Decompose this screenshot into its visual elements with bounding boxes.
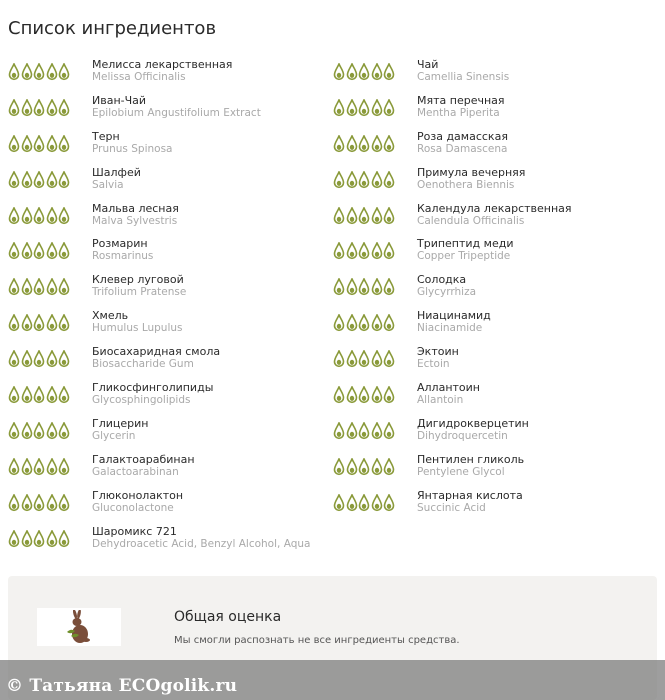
drop-icon — [58, 242, 70, 260]
ingredient-name: Календула лекарственная — [417, 201, 572, 215]
ingredient-item[interactable] — [8, 379, 328, 415]
ingredient-name: Шаромикс 721 — [92, 524, 177, 538]
ingredient-rating — [333, 350, 396, 368]
ingredient-name: Хмель — [92, 309, 129, 323]
ingredient-latin-name: Rosa Damascena — [417, 142, 508, 155]
ingredients-column-left — [8, 56, 328, 558]
drop-icon — [58, 314, 70, 332]
drop-icon — [383, 171, 395, 189]
ingredient-item[interactable] — [8, 343, 328, 379]
ingredient-names — [92, 202, 179, 228]
ingredient-latin-name: Ectoin — [417, 358, 450, 371]
drop-icon — [33, 494, 45, 512]
drop-icon — [346, 314, 358, 332]
drop-icon — [33, 422, 45, 440]
ingredient-name: Трипептид меди — [417, 237, 514, 251]
drop-icon — [33, 386, 45, 404]
drop-icon — [333, 422, 345, 440]
ingredient-name: Аллантоин — [417, 381, 480, 395]
drop-icon — [371, 314, 383, 332]
ingredient-rating — [333, 458, 396, 476]
drop-icon — [46, 99, 58, 117]
drop-icon — [46, 135, 58, 153]
ingredient-name: Мальва лесная — [92, 201, 179, 215]
drop-icon — [346, 422, 358, 440]
ingredient-rating — [333, 494, 396, 512]
drop-icon — [383, 494, 395, 512]
drop-icon — [371, 278, 383, 296]
ingredient-latin-name: Gluconolactone — [92, 501, 174, 514]
drop-icon — [58, 278, 70, 296]
drop-icon — [383, 135, 395, 153]
drop-icon — [333, 350, 345, 368]
drop-icon — [58, 135, 70, 153]
ingredient-rating — [333, 242, 396, 260]
drop-icon — [371, 494, 383, 512]
drop-icon — [346, 207, 358, 225]
drop-icon — [346, 242, 358, 260]
drop-icon — [358, 314, 370, 332]
drop-icon — [371, 135, 383, 153]
drop-icon — [33, 242, 45, 260]
drop-icon — [33, 458, 45, 476]
ingredient-latin-name: Succinic Acid — [417, 501, 486, 514]
ingredient-names — [417, 58, 509, 84]
ingredient-name: Клевер луговой — [92, 273, 184, 287]
drop-icon — [383, 278, 395, 296]
ingredient-item[interactable] — [333, 235, 653, 271]
drop-icon — [358, 135, 370, 153]
ingredient-latin-name: Prunus Spinosa — [92, 142, 173, 155]
ingredient-latin-name: Glycyrrhiza — [417, 286, 477, 299]
ingredient-rating — [8, 63, 71, 81]
drop-icon — [358, 207, 370, 225]
ingredient-names — [92, 237, 153, 263]
ingredients-column-right — [333, 56, 653, 523]
ingredient-item[interactable] — [333, 56, 653, 92]
ingredient-name: Примула вечерняя — [417, 165, 526, 179]
ingredient-rating — [333, 207, 396, 225]
drop-icon — [358, 458, 370, 476]
drop-icon — [21, 63, 33, 81]
drop-icon — [21, 242, 33, 260]
drop-icon — [58, 458, 70, 476]
drop-icon — [58, 350, 70, 368]
ingredient-item[interactable] — [333, 343, 653, 379]
ingredient-rating — [333, 63, 396, 81]
drop-icon — [346, 171, 358, 189]
ingredient-name: Розмарин — [92, 237, 148, 251]
ingredient-item[interactable] — [8, 451, 328, 487]
drop-icon — [46, 386, 58, 404]
ingredient-latin-name: Malva Sylvestris — [92, 214, 178, 227]
drop-icon — [383, 99, 395, 117]
drop-icon — [383, 350, 395, 368]
ingredient-item[interactable] — [333, 415, 653, 451]
summary-text: Мы смогли распознать не все ингредиенты средства. — [174, 635, 460, 646]
drop-icon — [33, 99, 45, 117]
drop-icon — [8, 458, 20, 476]
drop-icon — [383, 207, 395, 225]
ingredient-rating — [8, 135, 71, 153]
ingredient-item[interactable] — [8, 56, 328, 92]
ingredient-name: Мята перечная — [417, 93, 505, 107]
ingredient-name: Биосахаридная смола — [92, 345, 221, 359]
ingredient-rating — [8, 458, 71, 476]
drop-icon — [383, 458, 395, 476]
ingredient-name: Глюконолактон — [92, 488, 184, 502]
drop-icon — [358, 99, 370, 117]
ingredient-name: Чай — [417, 58, 439, 71]
ingredient-latin-name: Copper Tripeptide — [417, 250, 511, 263]
drop-icon — [46, 278, 58, 296]
drop-icon — [8, 99, 20, 117]
ingredient-names — [417, 489, 523, 515]
ingredient-latin-name: Humulus Lupulus — [92, 322, 183, 335]
drop-icon — [333, 386, 345, 404]
drop-icon — [8, 350, 20, 368]
ingredient-name: Галактоарабинан — [92, 452, 195, 466]
ingredient-rating — [8, 422, 71, 440]
ingredient-rating — [8, 314, 71, 332]
ingredient-name: Терн — [92, 129, 120, 143]
ingredient-item[interactable] — [8, 271, 328, 307]
ingredient-names — [417, 417, 529, 443]
drop-icon — [358, 494, 370, 512]
ingredient-latin-name: Calendula Officinalis — [417, 214, 525, 227]
drop-icon — [358, 386, 370, 404]
ingredient-names — [92, 58, 232, 84]
ingredient-rating — [8, 530, 71, 548]
drop-icon — [358, 171, 370, 189]
drop-icon — [46, 350, 58, 368]
ingredient-item[interactable] — [8, 200, 328, 236]
ingredient-names — [417, 166, 525, 192]
ingredient-names — [417, 94, 505, 120]
ingredient-latin-name: Dehydroacetic Acid, Benzyl Alcohol, Aqua — [92, 537, 311, 550]
drop-icon — [58, 494, 70, 512]
ingredient-rating — [8, 242, 71, 260]
drop-icon — [8, 135, 20, 153]
drop-icon — [371, 63, 383, 81]
ingredient-latin-name: Rosmarinus — [92, 250, 154, 263]
drop-icon — [8, 314, 20, 332]
ingredient-name: Мелисса лекарственная — [92, 58, 233, 71]
brand-logo — [37, 608, 121, 646]
drop-icon — [21, 135, 33, 153]
ingredient-latin-name: Trifolium Pratense — [92, 286, 187, 299]
ingredient-names — [92, 309, 183, 335]
drop-icon — [371, 350, 383, 368]
ingredient-name: Шалфей — [92, 165, 141, 179]
drop-icon — [46, 207, 58, 225]
ingredient-name: Глицерин — [92, 416, 149, 430]
drop-icon — [58, 99, 70, 117]
ingredient-item[interactable] — [333, 200, 653, 236]
rabbit-logo-icon — [61, 610, 97, 644]
ingredient-names — [417, 130, 508, 156]
ingredient-rating — [8, 207, 71, 225]
ingredient-item[interactable] — [333, 271, 653, 307]
drop-icon — [58, 386, 70, 404]
ingredient-latin-name: Dihydroquercetin — [417, 429, 508, 442]
ingredient-name: Солодка — [417, 273, 467, 287]
drop-icon — [346, 99, 358, 117]
drop-icon — [346, 386, 358, 404]
drop-icon — [21, 422, 33, 440]
ingredient-names — [92, 525, 310, 551]
drop-icon — [33, 314, 45, 332]
drop-icon — [333, 494, 345, 512]
drop-icon — [358, 242, 370, 260]
ingredient-latin-name: Galactoarabinan — [92, 465, 179, 478]
ingredient-latin-name: Glycosphingolipids — [92, 394, 191, 407]
ingredient-rating — [8, 494, 71, 512]
ingredient-item[interactable] — [333, 379, 653, 415]
ingredient-rating — [8, 350, 71, 368]
ingredient-item[interactable] — [8, 164, 328, 200]
ingredient-rating — [8, 99, 71, 117]
ingredient-rating — [333, 422, 396, 440]
ingredient-latin-name: Mentha Piperita — [417, 106, 500, 119]
drop-icon — [8, 422, 20, 440]
drop-icon — [46, 63, 58, 81]
drop-icon — [21, 350, 33, 368]
drop-icon — [358, 63, 370, 81]
ingredient-latin-name: Epilobium Angustifolium Extract — [92, 106, 261, 119]
drop-icon — [371, 386, 383, 404]
ingredient-rating — [8, 278, 71, 296]
drop-icon — [333, 242, 345, 260]
ingredient-item[interactable] — [333, 451, 653, 487]
drop-icon — [21, 207, 33, 225]
drop-icon — [8, 242, 20, 260]
ingredient-item[interactable] — [8, 415, 328, 451]
ingredient-names — [92, 345, 220, 371]
ingredient-latin-name: Allantoin — [417, 394, 464, 407]
drop-icon — [333, 314, 345, 332]
drop-icon — [21, 530, 33, 548]
drop-icon — [383, 242, 395, 260]
ingredient-name: Янтарная кислота — [417, 488, 523, 502]
drop-icon — [21, 171, 33, 189]
drop-icon — [46, 242, 58, 260]
ingredient-rating — [333, 171, 396, 189]
drop-icon — [8, 171, 20, 189]
ingredient-rating — [8, 171, 71, 189]
drop-icon — [46, 314, 58, 332]
ingredient-latin-name: Camellia Sinensis — [417, 71, 510, 83]
ingredient-names — [417, 345, 459, 371]
drop-icon — [33, 63, 45, 81]
ingredient-names — [417, 453, 524, 479]
drop-icon — [346, 350, 358, 368]
drop-icon — [21, 99, 33, 117]
drop-icon — [358, 422, 370, 440]
ingredient-name: Дигидрокверцетин — [417, 416, 529, 430]
drop-icon — [8, 207, 20, 225]
drop-icon — [21, 494, 33, 512]
drop-icon — [333, 278, 345, 296]
drop-icon — [8, 530, 20, 548]
drop-icon — [33, 171, 45, 189]
drop-icon — [21, 278, 33, 296]
drop-icon — [346, 135, 358, 153]
ingredient-name: Роза дамасская — [417, 129, 508, 143]
drop-icon — [58, 207, 70, 225]
watermark-text: © Татьяна ECOgolik.ru — [6, 676, 238, 696]
ingredient-item[interactable] — [333, 487, 653, 523]
ingredient-names — [417, 202, 572, 228]
ingredient-names — [417, 309, 491, 335]
summary-title: Общая оценка — [174, 609, 282, 625]
drop-icon — [333, 458, 345, 476]
ingredient-item[interactable] — [8, 92, 328, 128]
drop-icon — [21, 386, 33, 404]
ingredient-name: Ниацинамид — [417, 309, 491, 323]
drop-icon — [46, 494, 58, 512]
ingredient-names — [92, 417, 148, 443]
ingredient-name: Гликосфинголипиды — [92, 381, 214, 395]
ingredient-rating — [8, 386, 71, 404]
ingredient-latin-name: Biosaccharide Gum — [92, 358, 194, 371]
ingredient-name: Пентилен гликоль — [417, 452, 525, 466]
drop-icon — [46, 422, 58, 440]
ingredient-names — [92, 94, 261, 120]
ingredient-names — [92, 166, 141, 192]
drop-icon — [358, 278, 370, 296]
ingredient-rating — [333, 278, 396, 296]
drop-icon — [383, 422, 395, 440]
drop-icon — [333, 171, 345, 189]
ingredient-item[interactable] — [333, 307, 653, 343]
drop-icon — [371, 458, 383, 476]
drop-icon — [333, 99, 345, 117]
ingredient-latin-name: Pentylene Glycol — [417, 465, 505, 478]
ingredient-latin-name: Melissa Officinalis — [92, 71, 186, 83]
drop-icon — [33, 278, 45, 296]
drop-icon — [371, 207, 383, 225]
drop-icon — [383, 386, 395, 404]
ingredient-name: Эктоин — [417, 345, 459, 359]
drop-icon — [371, 171, 383, 189]
drop-icon — [46, 171, 58, 189]
drop-icon — [371, 242, 383, 260]
ingredient-item[interactable] — [8, 235, 328, 271]
ingredient-names — [92, 273, 186, 299]
drop-icon — [346, 278, 358, 296]
drop-icon — [46, 530, 58, 548]
ingredient-latin-name: Glycerin — [92, 429, 136, 442]
drop-icon — [8, 494, 20, 512]
drop-icon — [371, 99, 383, 117]
ingredient-item[interactable] — [333, 128, 653, 164]
drop-icon — [358, 350, 370, 368]
ingredient-rating — [333, 99, 396, 117]
ingredient-item[interactable] — [8, 523, 328, 559]
ingredient-names — [417, 237, 513, 263]
drop-icon — [346, 494, 358, 512]
drop-icon — [33, 207, 45, 225]
page-title: Список ингредиентов — [8, 18, 217, 39]
drop-icon — [371, 422, 383, 440]
drop-icon — [333, 135, 345, 153]
drop-icon — [333, 63, 345, 81]
ingredient-item[interactable] — [8, 487, 328, 523]
ingredient-names — [92, 381, 213, 407]
ingredient-item[interactable] — [333, 164, 653, 200]
ingredient-names — [92, 489, 183, 515]
drop-icon — [58, 171, 70, 189]
drop-icon — [33, 135, 45, 153]
drop-icon — [8, 278, 20, 296]
drop-icon — [58, 63, 70, 81]
drop-icon — [33, 350, 45, 368]
ingredient-item[interactable] — [8, 128, 328, 164]
drop-icon — [46, 458, 58, 476]
drop-icon — [8, 386, 20, 404]
drop-icon — [346, 63, 358, 81]
ingredient-rating — [333, 135, 396, 153]
ingredient-names — [92, 453, 195, 479]
drop-icon — [383, 314, 395, 332]
drop-icon — [383, 63, 395, 81]
ingredient-latin-name: Salvia — [92, 178, 124, 191]
ingredient-names — [92, 130, 172, 156]
drop-icon — [8, 63, 20, 81]
drop-icon — [33, 530, 45, 548]
ingredient-names — [417, 381, 480, 407]
ingredient-rating — [333, 314, 396, 332]
ingredient-latin-name: Oenothera Biennis — [417, 178, 515, 191]
ingredient-rating — [333, 386, 396, 404]
drop-icon — [21, 458, 33, 476]
drop-icon — [333, 207, 345, 225]
drop-icon — [346, 458, 358, 476]
drop-icon — [21, 314, 33, 332]
ingredient-names — [417, 273, 476, 299]
ingredient-item[interactable] — [333, 92, 653, 128]
drop-icon — [58, 530, 70, 548]
ingredient-item[interactable] — [8, 307, 328, 343]
ingredient-latin-name: Niacinamide — [417, 322, 483, 335]
ingredient-name: Иван-Чай — [92, 93, 147, 107]
drop-icon — [58, 422, 70, 440]
